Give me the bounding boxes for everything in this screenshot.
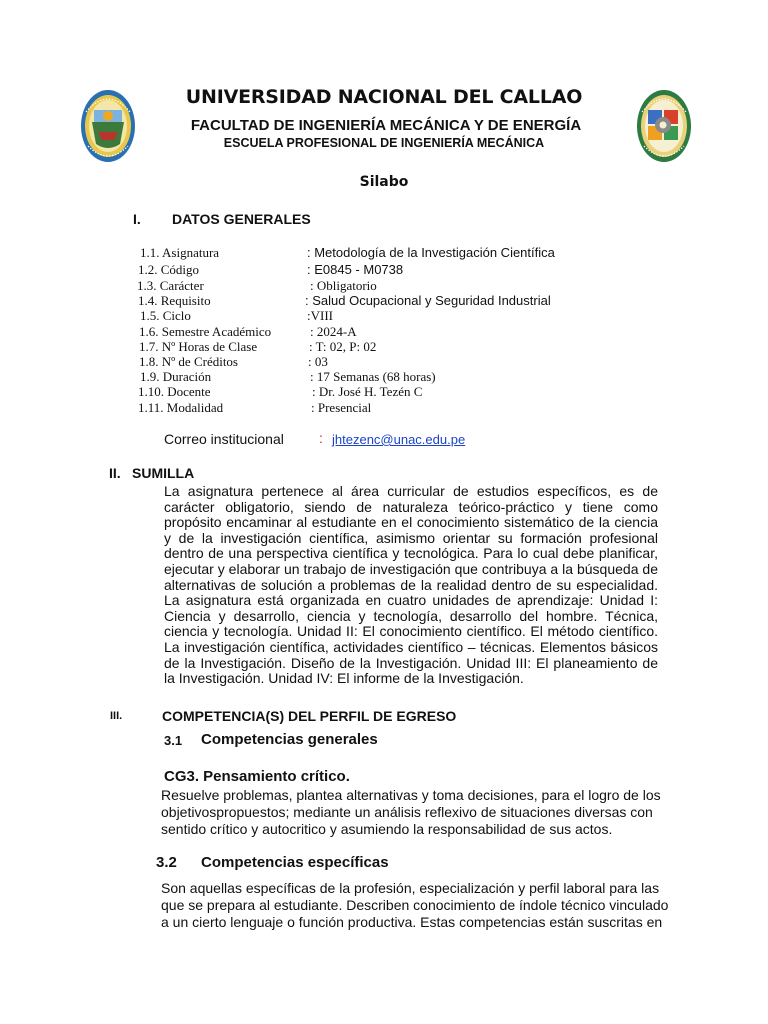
subsection-3-1-number: 3.1 — [164, 733, 183, 748]
data-row-modalidad — [138, 400, 223, 416]
sumilla-line: carácter obligatorio, siendo de naturaleza teórico-práctico y tiene como — [164, 498, 658, 515]
data-label: 1.8. Nº de Créditos — [139, 354, 238, 369]
data-value-requisito: : Salud Ocupacional y Seguridad Industrial — [305, 293, 551, 308]
data-row-semestre — [139, 324, 271, 340]
sumilla-line: La investigación científica, actividades científico – técnicas. Elementos básicos — [164, 638, 658, 655]
data-row-duracion — [140, 369, 211, 385]
sumilla-line: alternativas de solución a problemas de la realidad dentro de su especialidad. — [164, 576, 658, 593]
data-label: 1.10. Docente — [138, 384, 211, 399]
data-value-ciclo: :VIII — [307, 308, 333, 323]
subsection-3-2-title: Competencias específicas — [201, 854, 389, 871]
data-value-docente: : Dr. José H. Tezén C — [312, 384, 423, 399]
data-value-codigo: : E0845 - M0738 — [307, 262, 404, 277]
email-link[interactable]: jhtezenc@unac.edu.pe — [332, 432, 466, 447]
sumilla-line: dentro de una perspectiva científica y tecnológica. Para lo cual debe planificar, — [164, 545, 658, 562]
sumilla-line: ciencia y tecnología. Unidad II: El conocimiento científico. El método científico. — [164, 623, 658, 640]
data-label: 1.4. Requisito — [138, 293, 211, 308]
sumilla-paragraph — [164, 484, 658, 687]
sumilla-line: La asignatura pertenece al área curricular de estudios específicos, es de — [164, 483, 658, 499]
data-value-modalidad: : Presencial — [311, 400, 372, 415]
section-3-number: III. — [110, 710, 123, 722]
cg3-line: sentido crítico y autocritico y asumiendo la responsabilidad de sus actos. — [161, 820, 613, 837]
subsection-3-1-title: Competencias generales — [201, 731, 378, 748]
data-label: 1.6. Semestre Académico — [139, 324, 272, 339]
email-colon: : — [319, 430, 323, 446]
university-title: UNIVERSIDAD NACIONAL DEL CALLAO — [185, 86, 583, 108]
data-value-horas: : T: 02, P: 02 — [309, 339, 377, 354]
data-row-creditos — [139, 354, 238, 370]
sumilla-line: la Investigación. Unidad IV: El informe de la Investigación. — [164, 670, 524, 687]
document-title: Silabo — [359, 174, 409, 190]
data-value-semestre: : 2024-A — [310, 324, 357, 339]
school-title: ESCUELA PROFESIONAL DE INGENIERÍA MECÁNICA — [223, 136, 545, 150]
specific-line: que se prepara al estudiante. Describen conocimiento de índole técnico vinculado — [161, 896, 669, 913]
sumilla-line: y de la investigación científica, asimismo orientar su formación profesional — [164, 529, 658, 546]
data-label: 1.3. Carácter — [137, 278, 204, 293]
data-value-duracion: : 17 Semanas (68 horas) — [310, 369, 436, 384]
data-value-creditos: : 03 — [308, 354, 328, 369]
section-2-title: SUMILLA — [132, 465, 195, 481]
data-row-caracter — [137, 278, 204, 294]
data-label: 1.11. Modalidad — [138, 400, 224, 415]
cg3-line: Resuelve problemas, plantea alternativas y toma decisiones, para el logro de los — [161, 787, 661, 803]
data-label: 1.2. Código — [138, 262, 200, 277]
cg3-paragraph — [161, 787, 671, 837]
data-value-caracter: : Obligatorio — [310, 278, 377, 293]
section-1-number: I. — [133, 211, 141, 227]
sumilla-line: ejecutar y elaborar un trabajo de investigación que contribuya a la búsqueda de — [164, 560, 658, 577]
data-row-asignatura — [140, 245, 219, 261]
data-label: 1.9. Duración — [140, 369, 212, 384]
data-row-requisito — [138, 293, 211, 309]
data-row-horas — [139, 339, 257, 355]
specific-line: a un cierto lenguaje o función productiva. Estas competencias están suscritas en — [161, 913, 663, 930]
data-label: 1.5. Ciclo — [140, 308, 191, 323]
sumilla-line: La asignatura está organizada en cuatro unidades de aprendizaje: Unidad I: — [164, 592, 658, 609]
email-label: Correo institucional — [164, 431, 284, 447]
specific-competencies-paragraph — [161, 880, 671, 930]
data-label: 1.7. Nº Horas de Clase — [139, 339, 258, 354]
data-row-ciclo — [140, 308, 191, 324]
sumilla-line: Ciencia y desarrollo, ciencia y tecnología, desarrollo del hombre. Técnica, — [164, 607, 658, 624]
section-2-number: II. — [109, 465, 121, 481]
specific-line: Son aquellas específicas de la profesión, especialización y perfil laboral para las — [161, 880, 660, 896]
cg3-title: CG3. Pensamiento crítico. — [164, 768, 350, 785]
sumilla-line: propósito encaminar al estudiante en el conocimiento sistemático de la ciencia — [164, 514, 658, 531]
data-row-codigo — [138, 262, 199, 278]
sumilla-line: de la Investigación. Diseño de la Investigación. Unidad III: El planeamiento de — [164, 654, 658, 671]
faculty-title: FACULTAD DE INGENIERÍA MECÁNICA Y DE ENERGÍA — [190, 117, 582, 134]
cg3-line: objetivospropuestos; mediante un análisis reflexivo de situaciones diversas con — [161, 803, 653, 820]
section-1-title: DATOS GENERALES — [172, 211, 311, 227]
subsection-3-2-number: 3.2 — [156, 854, 177, 871]
data-label: 1.1. Asignatura — [140, 245, 220, 260]
section-3-title: COMPETENCIA(S) DEL PERFIL DE EGRESO — [162, 708, 457, 724]
data-row-docente — [138, 384, 211, 400]
data-value-asignatura: : Metodología de la Investigación Científica — [307, 245, 555, 260]
